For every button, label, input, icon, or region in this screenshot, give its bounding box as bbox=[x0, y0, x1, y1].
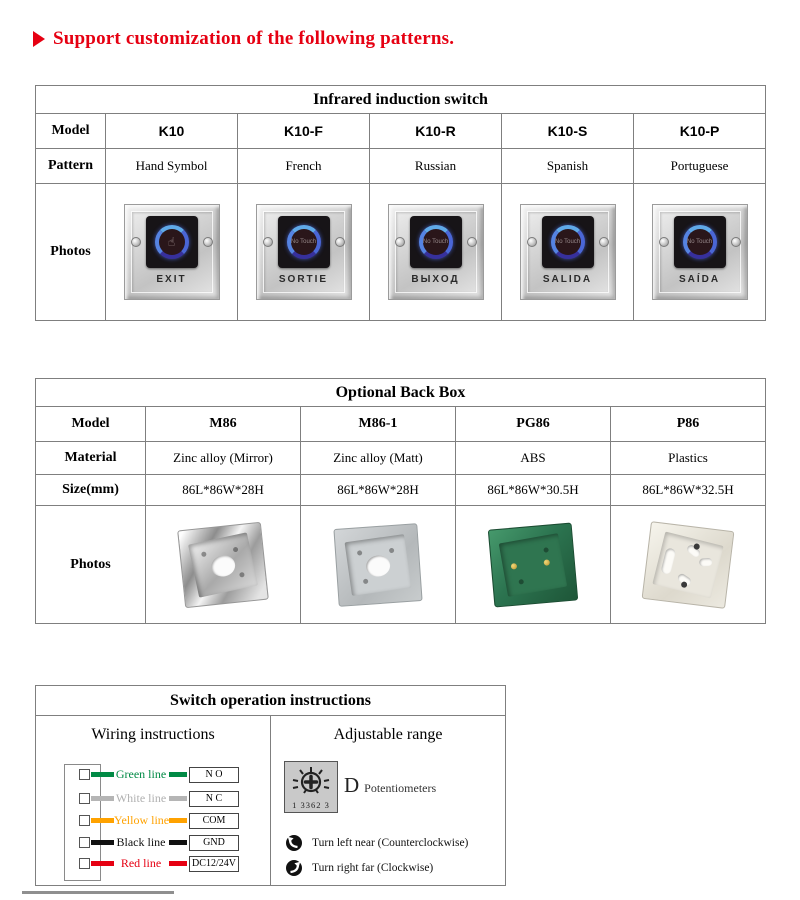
turn-left-row bbox=[286, 835, 468, 851]
induction-table-title: Infrared induction switch bbox=[36, 86, 766, 114]
back-box-table bbox=[35, 378, 766, 624]
screw-hole bbox=[680, 581, 687, 588]
wire-row-green bbox=[36, 767, 270, 783]
wire-segment bbox=[91, 796, 114, 801]
wire-segment bbox=[169, 772, 187, 777]
backbox-wall bbox=[333, 523, 422, 607]
row-header-size: Size(mm) bbox=[36, 475, 146, 506]
model-cell: P86 bbox=[611, 407, 766, 442]
screw-hole bbox=[239, 571, 245, 577]
size-cell: 86L*86W*32.5H bbox=[611, 475, 766, 506]
induction-ring bbox=[155, 225, 189, 259]
switch-photo bbox=[652, 204, 748, 300]
potentiometer-caption bbox=[344, 773, 436, 798]
wire-row-black bbox=[36, 835, 270, 851]
wire-segment bbox=[91, 861, 114, 866]
size-cell: 86L*86W*28H bbox=[146, 475, 301, 506]
backbox-wall bbox=[642, 521, 735, 609]
operation-table-title: Switch operation instructions bbox=[36, 686, 506, 716]
backbox-floor bbox=[652, 531, 723, 598]
wire-name: Red line bbox=[120, 856, 162, 870]
pot-word: Potentiometers bbox=[364, 781, 437, 795]
material-cell: Zinc alloy (Matt) bbox=[301, 442, 456, 475]
sensor-window bbox=[146, 216, 198, 268]
pin-square bbox=[79, 793, 90, 804]
pot-letter: D bbox=[344, 773, 360, 797]
induction-ring bbox=[419, 225, 453, 259]
photo-cell bbox=[634, 184, 766, 321]
backbox-wall bbox=[177, 521, 269, 607]
terminal-label: N C bbox=[189, 791, 239, 807]
backbox-photo-mirror bbox=[179, 524, 267, 606]
size-cell: 86L*86W*30.5H bbox=[456, 475, 611, 506]
wire-segment bbox=[91, 840, 114, 845]
switch-label: SORTIE bbox=[278, 274, 329, 285]
turn-left-text: Turn left near (Counterclockwise) bbox=[312, 837, 469, 849]
adjustable-range-cell bbox=[271, 716, 506, 886]
row-header-model: Model bbox=[36, 114, 106, 149]
induction-ring bbox=[683, 225, 717, 259]
cable-hole bbox=[209, 553, 237, 579]
pin-square bbox=[79, 837, 90, 848]
photo-cell bbox=[238, 184, 370, 321]
row-header-photos: Photos bbox=[36, 184, 106, 321]
screw-icon bbox=[467, 237, 477, 247]
screw-icon bbox=[203, 237, 213, 247]
screw-icon bbox=[335, 237, 345, 247]
wire-name: Green line bbox=[115, 767, 167, 781]
potentiometer-icon bbox=[284, 761, 338, 813]
switch-label: SAÍDA bbox=[678, 274, 721, 285]
photo-cell bbox=[611, 506, 766, 624]
terminal-label: GND bbox=[189, 835, 239, 851]
pattern-cell: French bbox=[238, 149, 370, 184]
switch-photo bbox=[124, 204, 220, 300]
switch-photo bbox=[520, 204, 616, 300]
potentiometer-scale-text: 1 3362 3 bbox=[292, 800, 330, 810]
wire-segment bbox=[169, 840, 187, 845]
photo-cell bbox=[301, 506, 456, 624]
wire-name: Yellow line bbox=[114, 813, 170, 827]
model-cell: K10-R bbox=[370, 114, 502, 149]
screw-hole bbox=[201, 551, 207, 557]
knockout-slot bbox=[660, 547, 676, 575]
turn-right-row bbox=[286, 860, 433, 876]
screw-icon bbox=[659, 237, 669, 247]
row-header-photos: Photos bbox=[36, 506, 146, 624]
pattern-cell: Russian bbox=[370, 149, 502, 184]
no-touch-text: No Touch bbox=[422, 239, 449, 245]
model-cell: M86 bbox=[146, 407, 301, 442]
wiring-header: Wiring instructions bbox=[91, 726, 215, 743]
screw-hole bbox=[357, 549, 363, 555]
counterclockwise-arrow-icon bbox=[286, 835, 302, 851]
screw-icon bbox=[131, 237, 141, 247]
pattern-cell: Hand Symbol bbox=[106, 149, 238, 184]
wire-segment bbox=[169, 796, 187, 801]
wire-name: White line bbox=[115, 791, 167, 805]
material-cell: Zinc alloy (Mirror) bbox=[146, 442, 301, 475]
model-cell: K10 bbox=[106, 114, 238, 149]
cable-hole bbox=[365, 553, 392, 577]
induction-ring bbox=[287, 225, 321, 259]
pin-square bbox=[79, 858, 90, 869]
screw-icon bbox=[395, 237, 405, 247]
screw-hole bbox=[389, 547, 395, 553]
backbox-table-title: Optional Back Box bbox=[36, 379, 766, 407]
backbox-wall bbox=[488, 522, 578, 607]
no-touch-text: No Touch bbox=[686, 239, 713, 245]
sensor-window bbox=[674, 216, 726, 268]
model-cell: K10-F bbox=[238, 114, 370, 149]
sensor-window bbox=[410, 216, 462, 268]
screw-icon bbox=[731, 237, 741, 247]
switch-photo bbox=[256, 204, 352, 300]
adjustable-header: Adjustable range bbox=[333, 726, 443, 743]
backbox-photo-abs bbox=[489, 524, 577, 606]
terminal-label: DC12/24V bbox=[189, 856, 239, 872]
wire-row-white bbox=[36, 791, 270, 807]
row-header-pattern: Pattern bbox=[36, 149, 106, 184]
model-cell: K10-P bbox=[634, 114, 766, 149]
terminal-label: COM bbox=[189, 813, 239, 829]
right-triangle-icon bbox=[33, 31, 45, 47]
wiring-instructions-cell bbox=[36, 716, 271, 886]
screw-hole bbox=[363, 578, 369, 584]
switch-label: EXIT bbox=[156, 274, 187, 285]
clockwise-arrow-icon bbox=[286, 860, 302, 876]
knockout-slot bbox=[699, 557, 713, 566]
pattern-cell: Portuguese bbox=[634, 149, 766, 184]
screw-icon bbox=[263, 237, 273, 247]
induction-ring bbox=[551, 225, 585, 259]
brass-screw bbox=[543, 558, 550, 565]
wire-row-yellow bbox=[36, 813, 270, 829]
hand-icon: ☝ bbox=[167, 235, 176, 249]
pattern-cell: Spanish bbox=[502, 149, 634, 184]
wire-segment bbox=[91, 818, 114, 823]
size-cell: 86L*86W*28H bbox=[301, 475, 456, 506]
wire-row-red bbox=[36, 856, 270, 872]
screw-hole bbox=[543, 546, 549, 552]
cropped-next-section-line bbox=[22, 891, 174, 894]
screw-hole bbox=[519, 579, 525, 585]
model-cell: PG86 bbox=[456, 407, 611, 442]
no-touch-text: No Touch bbox=[554, 239, 581, 245]
backbox-photo-matt bbox=[334, 524, 422, 606]
induction-switch-table bbox=[35, 85, 766, 321]
headline bbox=[33, 28, 454, 50]
turn-right-text: Turn right far (Clockwise) bbox=[312, 862, 434, 874]
photo-cell bbox=[456, 506, 611, 624]
photo-cell bbox=[502, 184, 634, 321]
wire-segment bbox=[91, 772, 114, 777]
screw-hole bbox=[233, 546, 239, 552]
switch-label: SALIDA bbox=[542, 274, 593, 285]
screw-hole bbox=[693, 543, 700, 550]
wire-segment bbox=[169, 861, 187, 866]
material-cell: Plastics bbox=[611, 442, 766, 475]
brass-screw bbox=[511, 562, 518, 569]
pin-square bbox=[79, 815, 90, 826]
photo-cell bbox=[370, 184, 502, 321]
headline-text: Support customization of the following patterns. bbox=[53, 28, 455, 49]
switch-label: ВЫХОД bbox=[411, 274, 460, 285]
operation-instructions-table bbox=[35, 685, 506, 886]
photo-cell bbox=[146, 506, 301, 624]
terminal-label: N O bbox=[189, 767, 239, 783]
wire-segment bbox=[169, 818, 187, 823]
sensor-window bbox=[278, 216, 330, 268]
backbox-floor bbox=[345, 534, 412, 596]
row-header-material: Material bbox=[36, 442, 146, 475]
pin-square bbox=[79, 769, 90, 780]
photo-cell bbox=[106, 184, 238, 321]
row-header-model: Model bbox=[36, 407, 146, 442]
material-cell: ABS bbox=[456, 442, 611, 475]
backbox-photo-plastic bbox=[644, 524, 732, 606]
backbox-floor bbox=[188, 532, 258, 597]
sensor-window bbox=[542, 216, 594, 268]
screw-icon bbox=[599, 237, 609, 247]
screw-icon bbox=[527, 237, 537, 247]
no-touch-text: No Touch bbox=[290, 239, 317, 245]
switch-photo bbox=[388, 204, 484, 300]
model-cell: K10-S bbox=[502, 114, 634, 149]
wire-name: Black line bbox=[116, 835, 166, 849]
backbox-floor bbox=[499, 533, 567, 597]
model-cell: M86-1 bbox=[301, 407, 456, 442]
